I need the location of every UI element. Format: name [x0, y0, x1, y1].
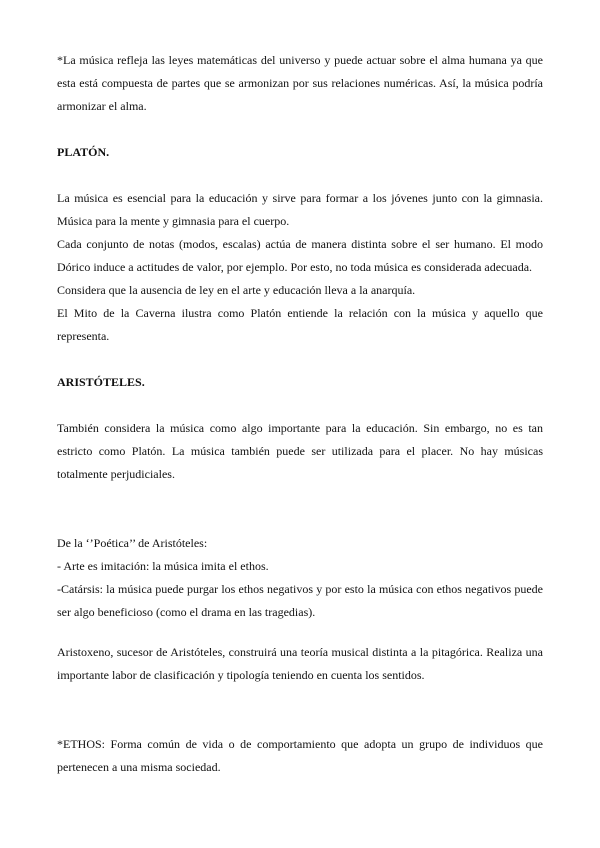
- heading-aristoteles: ARISTÓTELES.: [57, 375, 145, 389]
- platon-paragraph-2: Cada conjunto de notas (modos, escalas) actúa de manera distinta sobre el ser humano. El modo Dórico induce a actitudes de valor, por ejemplo. Por esto, no toda música es considerada adecuada.: [57, 237, 543, 274]
- poetica-intro: De la ‘’Poética’’ de Aristóteles:: [57, 536, 208, 550]
- ethos-definition: *ETHOS: Forma común de vida o de comportamiento que adopta un grupo de individuos que pertenecen a una misma sociedad.: [57, 737, 543, 774]
- platon-paragraph-4: El Mito de la Caverna ilustra como Platón entiende la relación con la música y aquello que representa.: [57, 306, 543, 343]
- aristoteles-paragraph: También considera la música como algo importante para la educación. Sin embargo, no es tan estricto como Platón. La música también puede ser utilizada para el placer. No hay músicas totalmente perjudiciales.: [57, 421, 543, 481]
- poetica-item-imitacion: - Arte es imitación: la música imita el ethos.: [57, 559, 269, 573]
- aristoxeno-paragraph: Aristoxeno, sucesor de Aristóteles, construirá una teoría musical distinta a la pitagórica. Realiza una importante labor de clasificación y tipología teniendo en cuenta los sentidos.: [57, 645, 543, 682]
- heading-platon: PLATÓN.: [57, 145, 110, 159]
- platon-paragraph-1: La música es esencial para la educación y sirve para formar a los jóvenes junto con la gimnasia. Música para la mente y gimnasia para el cuerpo.: [57, 191, 543, 228]
- platon-paragraph-3: Considera que la ausencia de ley en el arte y educación lleva a la anarquía.: [57, 283, 416, 297]
- poetica-item-catarsis: -Catársis: la música puede purgar los ethos negativos y por esto la música con ethos negativos puede ser algo beneficioso (como el drama en las tragedias).: [57, 582, 543, 619]
- intro-paragraph: *La música refleja las leyes matemáticas del universo y puede actuar sobre el alma humana ya que esta está compuesta de partes que se armonizan por sus relaciones numéricas. Así, la música podría armonizar el alma.: [57, 53, 543, 113]
- document-page: [57, 49, 543, 779]
